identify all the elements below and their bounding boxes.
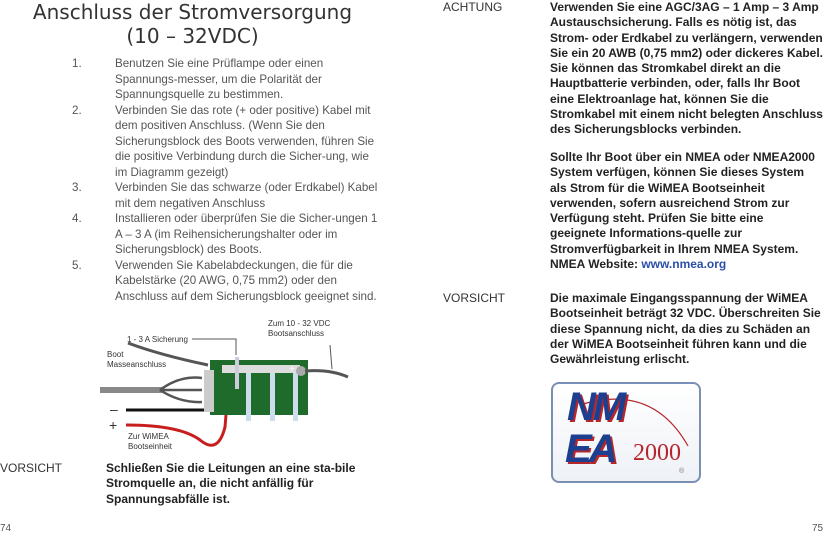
step-text: Verbinden Sie das rote (+ oder positive) Kabel mit dem positiven Anschluss. (Wenn Sie den Sicherungsblock des Boots verwenden, führen Sie die positive Verbindung durch die Sicher-ung, wie im Diagramm gezeigt) — [115, 103, 375, 179]
plus-sign: + — [289, 364, 295, 375]
nmea-text — [550, 150, 822, 272]
step-text: Installieren oder überprüfen Sie die Sicher-ungen 1 A – 3 A (im Reihensicherungshalter oder im Sicherungsblock) des Boots. — [115, 212, 378, 256]
logo-2000: 2000 — [633, 440, 681, 466]
step-number: 3. — [72, 181, 82, 194]
attention-label: ACHTUNG — [443, 0, 503, 14]
page-number: 74 — [0, 523, 12, 534]
instruction-list — [72, 56, 382, 304]
nmea-2000-logo — [551, 382, 701, 483]
list-item — [72, 258, 382, 305]
caution-label: VORSICHT — [0, 461, 63, 475]
registered-mark: ® — [679, 468, 685, 475]
supply-label: Bootsanschluss — [268, 329, 325, 338]
ground-label: Masseanschluss — [107, 360, 167, 369]
fuse-label: 1 - 3 A Sicherung — [127, 335, 188, 344]
list-item — [72, 180, 382, 211]
unit-label: Zur WiMEA — [128, 432, 169, 441]
logo-nm: NM — [567, 385, 624, 429]
logo-ea: EA — [565, 427, 615, 471]
nmea-paragraph: Sollte Ihr Boot über ein NMEA oder NMEA2000 System verfügen, können Sie dieses System als Strom für die WiMEA Bootseinheit verwenden, sofern ausreichend Strom zur Verfügung steht. Prüfen Sie bitte eine geeignete Informations-quelle zur Stromverfügbarkeit in Ihrem NMEA System. NMEA Website: — [550, 150, 815, 272]
step-text: Verwenden Sie Kabelabdeckungen, die für die Kabelstärke (20 AWG, 0,75 mm2) oder den Anschluss auf dem Sicherungsblock geeignet sind. — [115, 258, 377, 303]
unit-label: Bootseinheit — [128, 442, 173, 451]
minus-sign: – — [110, 401, 118, 417]
ground-label: Boot — [107, 350, 124, 359]
title-line: (10 – 32VDC) — [126, 24, 259, 48]
plus-sign: + — [109, 417, 118, 433]
supply-label: Zum 10 - 32 VDC — [268, 319, 331, 328]
attention-text: Verwenden Sie eine AGC/3AG – 1 Amp – 3 Amp Austauschsicherung. Falls es nötig ist, das Strom- oder Erdkabel zu verlängern, verwenden Sie ein 20 AWB (0,75 mm2) oder dickeres Kabel. Sie können das Stromkabel direkt an die Hauptbatterie verbinden, oder, falls Ihr Boot eine Elektroanlage hat, können Sie die Stromkabel mit einem nicht belegten Anschluss des Sicherungsblocks verbinden. — [550, 0, 823, 137]
step-number: 4. — [72, 212, 82, 225]
step-number: 5. — [72, 258, 82, 272]
wiring-diagram — [100, 315, 360, 465]
page-title — [0, 0, 385, 48]
list-item — [72, 211, 382, 258]
step-number: 1. — [72, 57, 82, 70]
step-text: Benutzen Sie eine Prüflampe oder einen Spannungs-messer, um die Polarität der Spannungsquelle zu bestimmen. — [115, 57, 324, 101]
title-line: Anschluss der Stromversorgung — [32, 0, 353, 24]
step-number: 2. — [72, 103, 82, 117]
caution-text: Schließen Sie die Leitungen an eine sta-bile Stromquelle an, die nicht anfällig für Spannungsabfälle ist. — [106, 461, 356, 506]
step-text: Verbinden Sie das schwarze (oder Erdkabel) Kabel mit dem negativen Anschluss — [115, 181, 378, 210]
list-item — [72, 56, 382, 103]
nmea-link[interactable]: www.nmea.org — [641, 257, 727, 272]
page-number: 75 — [812, 523, 824, 534]
caution-text: Die maximale Eingangsspannung der WiMEA Bootseinheit beträgt 32 VDC. Überschreiten Sie diese Spannung nicht, da dies zu Schäden an der WiMEA Bootseinheit führen kann und die Gewährleistung erlischt. — [550, 291, 821, 367]
caution-label: VORSICHT — [443, 291, 506, 305]
list-item — [72, 103, 382, 181]
